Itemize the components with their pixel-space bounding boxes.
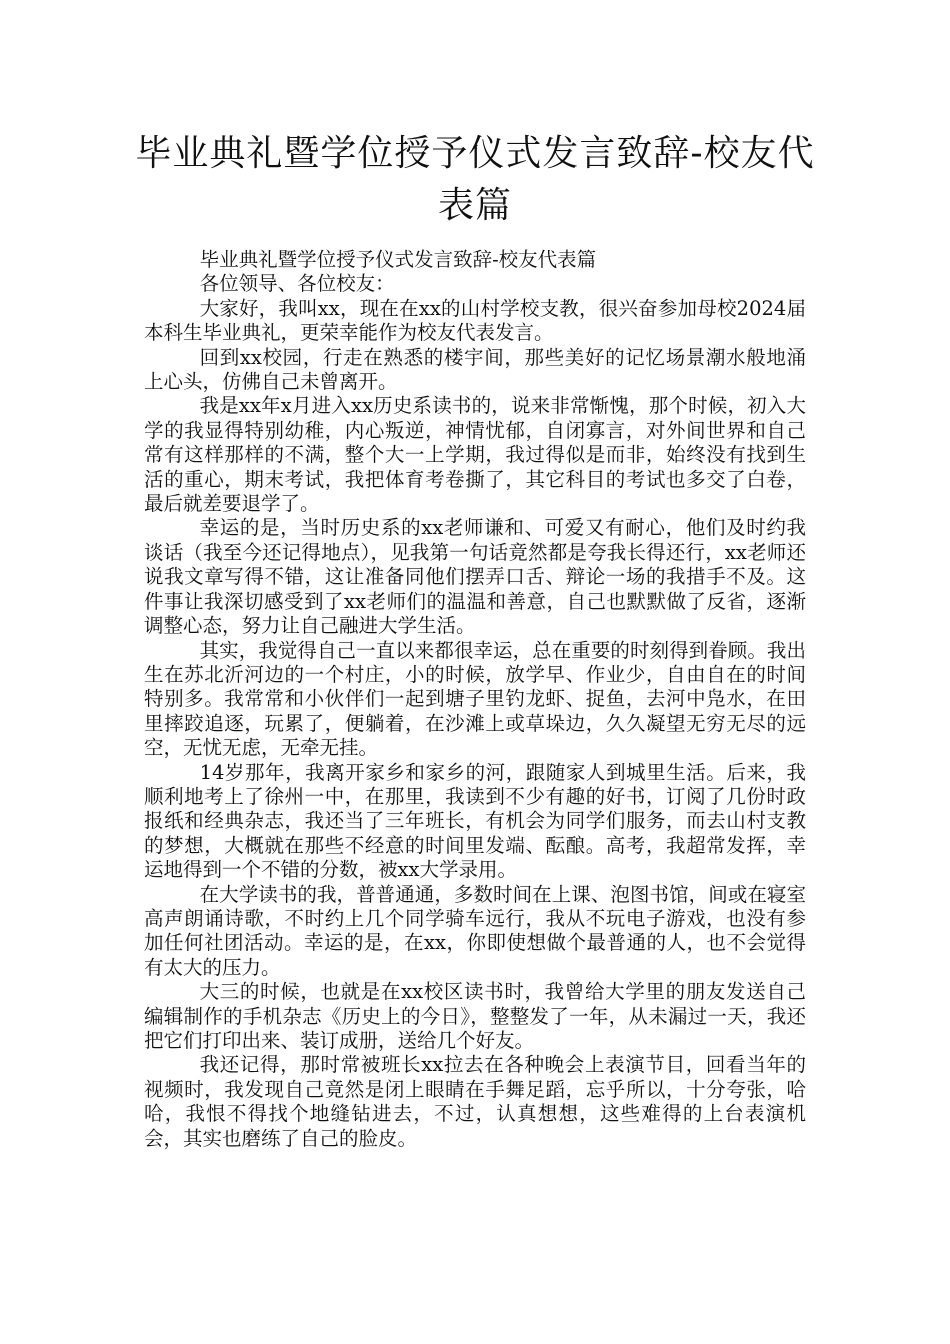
- paragraph-salutation: 各位领导、各位校友：: [199, 272, 395, 296]
- document-title: 毕业典礼暨学位授予仪式发言致辞-校友代表篇: [135, 133, 815, 226]
- paragraph-subtitle: 毕业典礼暨学位授予仪式发言致辞-校友代表篇: [199, 248, 597, 271]
- paragraph: 幸运的是，当时历史系的xx老师谦和、可爱又有耐心，他们及时约我谈话（我至今还记得地点），见我第一句话竟然都是夸我长得还行，xx老师还说我文章写得不错，这让准备同他们摆弄口舌、辩论一场的我措手不及。这件事让我深切感受到了xx老师们的温温和善意，自己也默默做了反省，逐渐调整心态，努力让自己融进大学生活。: [144, 516, 806, 638]
- paragraph: 我还记得，那时常被班长xx拉去在各种晚会上表演节目，回看当年的视频时，我发现自己竟然是闭上眼睛在手舞足蹈，忘乎所以，十分夸张，哈哈，我恨不得找个地缝钻进去，不过，认真想想，这些难得的上台表演机会，其实也磨练了自己的脸皮。: [144, 1053, 806, 1150]
- document-body: [144, 248, 806, 1151]
- paragraph: 大三的时候，也就是在xx校区读书时，我曾给大学里的朋友发送自己编辑制作的手机杂志《历史上的今日》，整整发了一年，从未漏过一天，我还把它们打印出来、装订成册，送给几个好友。: [144, 980, 806, 1052]
- paragraph: 在大学读书的我，普普通通，多数时间在上课、泡图书馆，间或在寝室高声朗诵诗歌，不时约上几个同学骑车远行，我从不玩电子游戏，也没有参加任何社团活动。幸运的是，在xx，你即使想做个最普通的人，也不会觉得有太大的压力。: [144, 882, 806, 979]
- paragraph: 其实，我觉得自己一直以来都很幸运，总在重要的时刻得到眷顾。我出生在苏北沂河边的一个村庄，小的时候，放学早、作业少，自由自在的时间特别多。我常常和小伙伴们一起到塘子里钓龙虾、捉鱼，去河中凫水，在田里摔跤追逐，玩累了，便躺着，在沙滩上或草垛边，久久凝望无穷无尽的远空，无忧无虑，无牵无挂。: [144, 638, 806, 760]
- paragraph: 大家好，我叫xx，现在在xx的山村学校支教，很兴奋参加母校2024届本科生毕业典礼，更荣幸能作为校友代表发言。: [144, 296, 806, 345]
- paragraph: 我是xx年x月进入xx历史系读书的，说来非常惭愧，那个时候，初入大学的我显得特别幼稚，内心叛逆，神情忧郁，自闭寡言，对外间世界和自己常有这样那样的不满，整个大一上学期，我过得似是而非，始终没有找到生活的重心，期末考试，我把体育考卷撕了，其它科目的考试也多交了白卷，最后就差要退学了。: [144, 394, 806, 516]
- paragraph: 14岁那年，我离开家乡和家乡的河，跟随家人到城里生活。后来，我顺利地考上了徐州一中，在那里，我读到不少有趣的好书，订阅了几份时政报纸和经典杂志，我还当了三年班长，有机会为同学们服务，而去山村支教的梦想，大概就在那些不经意的时间里发端、酝酿。高考，我超常发挥，幸运地得到一个不错的分数，被xx大学录用。: [144, 760, 806, 882]
- paragraph: 回到xx校园，行走在熟悉的楼宇间，那些美好的记忆场景潮水般地涌上心头，仿佛自己未曾离开。: [144, 345, 806, 394]
